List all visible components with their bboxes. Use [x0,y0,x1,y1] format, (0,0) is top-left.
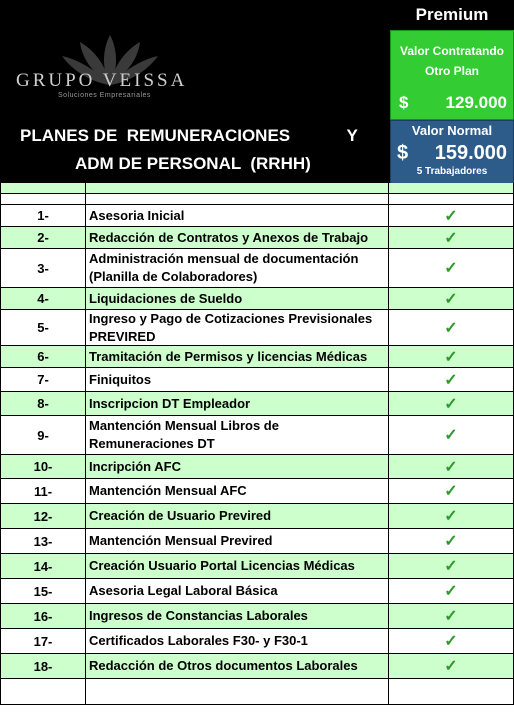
item-description-text [89,458,181,476]
item-check-cell [389,604,514,629]
item-description [86,183,389,194]
logo-tagline: Soluciones Empresariales [58,92,151,99]
spacer-row [0,183,514,194]
item-description [86,249,389,288]
item-check-cell [389,679,514,705]
item-description-line: Creación Usuario Portal Licencias Médicas [89,558,355,573]
item-number: 13- [0,529,86,554]
checkmark-icon: ✓ [444,348,458,366]
item-description-line: Asesoria Legal Laboral Básica [89,583,278,598]
item-check-cell [389,346,514,368]
normal-note: 5 Trabajadores [416,166,488,177]
checkmark-icon: ✓ [444,371,458,389]
item-check-cell [389,554,514,579]
item-description [86,227,389,249]
table-row [0,368,514,392]
spacer-row [0,194,514,205]
item-description-line: Administración mensual de documentación [89,251,359,266]
checkmark-icon: ✓ [444,229,458,247]
table-row [0,392,514,416]
table-row [0,654,514,679]
contract-label [391,41,513,81]
item-description-line: (Planilla de Colaboradores) [89,269,258,284]
table-row [0,579,514,604]
item-description-line: Asesoria Inicial [89,207,185,223]
item-description-line: Remuneraciones DT [89,436,215,451]
header-panel [0,0,514,183]
checkmark-icon: ✓ [444,483,458,500]
contract-currency: $ [399,93,409,112]
item-description-text [89,348,367,366]
item-description [86,288,389,310]
item-number: 2- [0,227,86,249]
item-number: 7- [0,368,86,392]
table-row [0,310,514,346]
contract-price-box [390,30,514,120]
item-description [86,194,389,205]
item-description-text [89,250,358,286]
checkmark-icon: ✓ [444,319,458,337]
item-number: 1- [0,205,86,227]
logo-name: GRUPO VEISSA [16,70,188,91]
normal-currency: $ [397,142,409,164]
item-description-text [89,532,273,550]
item-description-line: Mantención Mensual Libros de [89,418,279,433]
contract-label-line2: Otro Plan [424,64,479,78]
table-row [0,479,514,504]
table-row [0,227,514,249]
item-check-cell [389,392,514,416]
item-description-line: Finiquitos [89,371,152,387]
checkmark-icon: ✓ [444,608,458,625]
item-description-text [89,582,278,600]
item-number [0,194,86,205]
trailing-row [0,679,514,705]
item-check-cell [389,654,514,679]
checkmark-icon: ✓ [444,558,458,575]
item-description-line: Mantención Mensual Previred [89,533,273,548]
item-check-cell [389,194,514,205]
table-row [0,205,514,227]
item-description-text [89,310,372,346]
item-description [86,455,389,479]
item-description [86,504,389,529]
item-check-cell [389,249,514,288]
table-row [0,346,514,368]
item-check-cell [389,529,514,554]
checkmark-icon: ✓ [444,533,458,550]
page-title-line2: ADM DE PERSONAL (RRHH) [75,154,311,173]
item-description-text [89,632,308,650]
item-description-line: Tramitación de Permisos y licencias Médicas [89,348,368,364]
checkmark-icon: ✓ [444,395,458,413]
item-description-line: Liquidaciones de Sueldo [89,290,243,306]
item-check-cell [389,288,514,310]
item-check-cell [389,183,514,194]
item-number: 8- [0,392,86,416]
checkmark-icon: ✓ [444,427,458,444]
item-description-text [89,607,308,625]
item-check-cell [389,205,514,227]
contract-price-value: 129.000 [445,93,507,112]
checkmark-icon: ✓ [444,260,458,277]
normal-price-box [390,120,514,184]
table-row [0,455,514,479]
item-description [86,554,389,579]
table-row [0,529,514,554]
normal-price [397,142,507,165]
normal-label: Valor Normal [411,123,493,138]
item-description-text [89,482,247,500]
table-row [0,604,514,629]
item-description-text [89,371,151,389]
checkmark-icon: ✓ [444,633,458,650]
item-description-line: Redacción de Contratos y Anexos de Trabajo [89,229,369,245]
item-number: 4- [0,288,86,310]
item-number: 18- [0,654,86,679]
item-description [86,654,389,679]
item-check-cell [389,629,514,654]
checkmark-icon: ✓ [444,508,458,525]
item-description [86,310,389,346]
item-check-cell [389,310,514,346]
item-description-text [89,229,368,247]
item-description-line: Mantención Mensual AFC [89,483,247,498]
item-description [86,679,389,705]
item-number: 9- [0,416,86,455]
item-check-cell [389,579,514,604]
item-check-cell [389,368,514,392]
item-description [86,368,389,392]
item-description-text [89,207,184,225]
table-row [0,249,514,288]
item-number: 15- [0,579,86,604]
table-row [0,416,514,455]
item-description [86,416,389,455]
item-description-text [89,657,358,675]
item-description-line: Certificados Laborales F30- y F30-1 [89,633,308,648]
item-number: 16- [0,604,86,629]
checkmark-icon: ✓ [444,207,458,225]
item-description [86,579,389,604]
item-description-text [89,557,355,575]
item-description [86,346,389,368]
item-description-line: Ingresos de Constancias Laborales [89,608,308,623]
item-check-cell [389,479,514,504]
item-description-line: Ingreso y Pago de Cotizaciones Previsionales [89,310,373,326]
item-number [0,679,86,705]
table-row [0,629,514,654]
item-description-text [89,395,250,413]
table-row [0,504,514,529]
item-description-text [89,417,279,453]
item-number: 5- [0,310,86,346]
item-description-line: PREVIRED [89,328,156,344]
checkmark-icon: ✓ [444,658,458,675]
table-row [0,554,514,579]
plan-name: Premium [415,5,489,24]
item-check-cell [389,455,514,479]
page-title-line1: PLANES DE REMUNERACIONES Y [20,126,358,145]
item-number: 3- [0,249,86,288]
item-description [86,392,389,416]
item-description-line: Inscripcion DT Empleador [89,395,251,411]
item-description-line: Incripción AFC [89,458,181,474]
item-number [0,183,86,194]
checkmark-icon: ✓ [444,583,458,600]
item-description [86,629,389,654]
item-check-cell [389,504,514,529]
item-description [86,479,389,504]
item-description-text [89,507,271,525]
item-number: 11- [0,479,86,504]
item-number: 17- [0,629,86,654]
normal-price-value: 159.000 [434,142,507,164]
item-description [86,205,389,227]
item-description-line: Redacción de Otros documentos Laborales [89,658,358,673]
contract-price [399,93,507,113]
table-row [0,288,514,310]
item-description-line: Creación de Usuario Previred [89,508,272,523]
item-number: 12- [0,504,86,529]
item-check-cell [389,227,514,249]
item-number: 14- [0,554,86,579]
item-description [86,529,389,554]
item-check-cell [389,416,514,455]
item-number: 6- [0,346,86,368]
item-number: 10- [0,455,86,479]
contract-label-line1: Valor Contratando [399,44,504,58]
checkmark-icon: ✓ [444,290,458,308]
item-description [86,604,389,629]
item-description-text [89,290,242,308]
checkmark-icon: ✓ [444,458,458,476]
